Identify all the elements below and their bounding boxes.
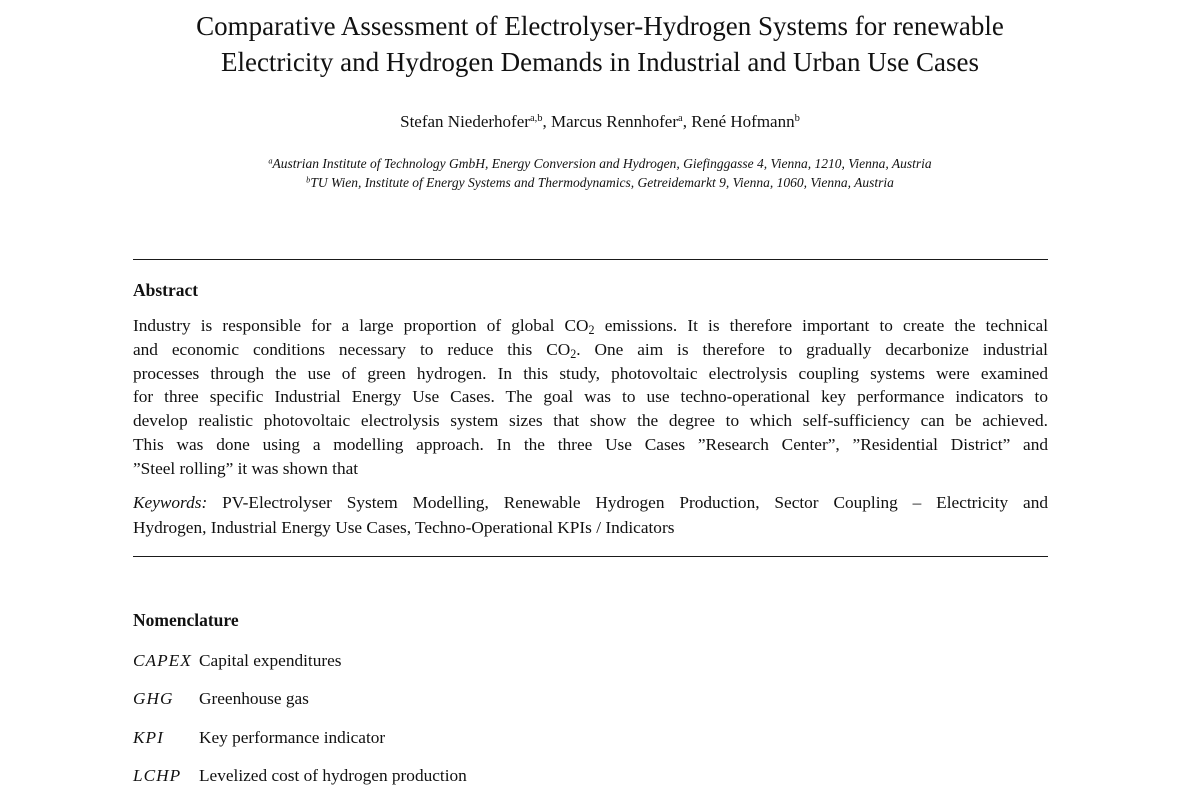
author-separator: ,: [542, 112, 552, 131]
affiliation-mark: b: [306, 175, 311, 185]
abstract-line: ”Steel rolling” it was shown that: [133, 458, 359, 478]
author-name: Stefan Niederhofer: [400, 112, 530, 131]
nomenclature-abbreviation: GHG: [133, 689, 174, 709]
nomenclature-definition: Levelized cost of hydrogen production: [199, 765, 467, 785]
abstract-line: This was done using a modelling approach. In the three Use Cases ”Research Center”, ”Residential District” and: [133, 434, 1048, 454]
nomenclature-abbreviation: KPI: [133, 727, 164, 747]
author-list: [100, 110, 1100, 134]
paper-title: [100, 8, 1100, 80]
affiliation-a: [100, 154, 1100, 173]
abstract-subscript: 2: [570, 346, 577, 361]
title-line-1: Comparative Assessment of Electrolyser-Hydrogen Systems for renewable: [196, 11, 1004, 41]
nomenclature-list: [133, 649, 733, 802]
abstract-text: and economic conditions necessary to reduce this CO: [133, 339, 571, 359]
affiliation-b: [100, 173, 1100, 192]
keywords-text: PV-Electrolyser System Modelling, Renewable Hydrogen Production, Sector Coupling – Electricity and: [207, 493, 1048, 512]
abstract-body: [133, 314, 1048, 481]
affiliation-text: TU Wien, Institute of Energy Systems and Thermodynamics, Getreidemarkt 9, Vienna, 1060, Vienna, Austria: [310, 175, 894, 190]
keywords-line: Hydrogen, Industrial Energy Use Cases, Techno-Operational KPIs / Indicators: [133, 517, 675, 537]
abstract-line: for three specific Industrial Energy Use Cases. The goal was to use techno-operational key performance indicators to: [133, 387, 1048, 407]
nomenclature-entry: [133, 687, 733, 725]
abstract-line: develop realistic photovoltaic electrolysis system sizes that show the degree to which self-sufficiency can be achieved.: [133, 411, 1048, 431]
author-name: René Hofmann: [691, 112, 795, 131]
abstract-line: [133, 314, 1048, 338]
nomenclature-definition: Key performance indicator: [199, 727, 386, 747]
affiliation-list: [100, 154, 1100, 192]
abstract-top-rule: [133, 259, 1048, 260]
abstract-bottom-rule: [133, 556, 1048, 557]
nomenclature-abbreviation: CAPEX: [133, 651, 192, 670]
nomenclature-entry: [133, 726, 733, 764]
abstract-text: emissions. It is therefore important to create the technical: [594, 316, 1048, 335]
nomenclature-abbreviation: LCHP: [133, 765, 182, 785]
author-separator: ,: [682, 112, 692, 131]
keywords: [133, 491, 1048, 540]
nomenclature-entry: [133, 764, 733, 802]
abstract-heading: Abstract: [133, 280, 199, 300]
abstract-subscript: 2: [588, 323, 595, 338]
keywords-line: [133, 491, 1048, 516]
abstract-line: processes through the use of green hydrogen. In this study, photovoltaic electrolysis coupling systems were examined: [133, 363, 1048, 383]
abstract-line: [133, 338, 1048, 362]
author-affiliation-mark: a: [678, 113, 683, 125]
title-line-2: Electricity and Hydrogen Demands in Industrial and Urban Use Cases: [220, 47, 980, 77]
nomenclature-definition: Capital expenditures: [199, 651, 342, 670]
affiliation-mark: a: [268, 156, 273, 166]
nomenclature-entry: [133, 649, 733, 687]
author-name: Marcus Rennhofer: [551, 112, 679, 131]
nomenclature-heading: Nomenclature: [133, 610, 239, 630]
abstract-text: . One aim is therefore to gradually decarbonize industrial: [576, 339, 1048, 359]
abstract-text: Industry is responsible for a large proportion of global CO: [133, 316, 589, 335]
author-affiliation-mark: b: [794, 113, 800, 125]
nomenclature-definition: Greenhouse gas: [199, 689, 309, 709]
affiliation-text: Austrian Institute of Technology GmbH, Energy Conversion and Hydrogen, Giefinggasse 4, Vienna, 1210, Vienna, Austria: [272, 156, 932, 171]
author-affiliation-mark: a,b: [529, 113, 543, 125]
keywords-label: Keywords:: [133, 493, 208, 512]
